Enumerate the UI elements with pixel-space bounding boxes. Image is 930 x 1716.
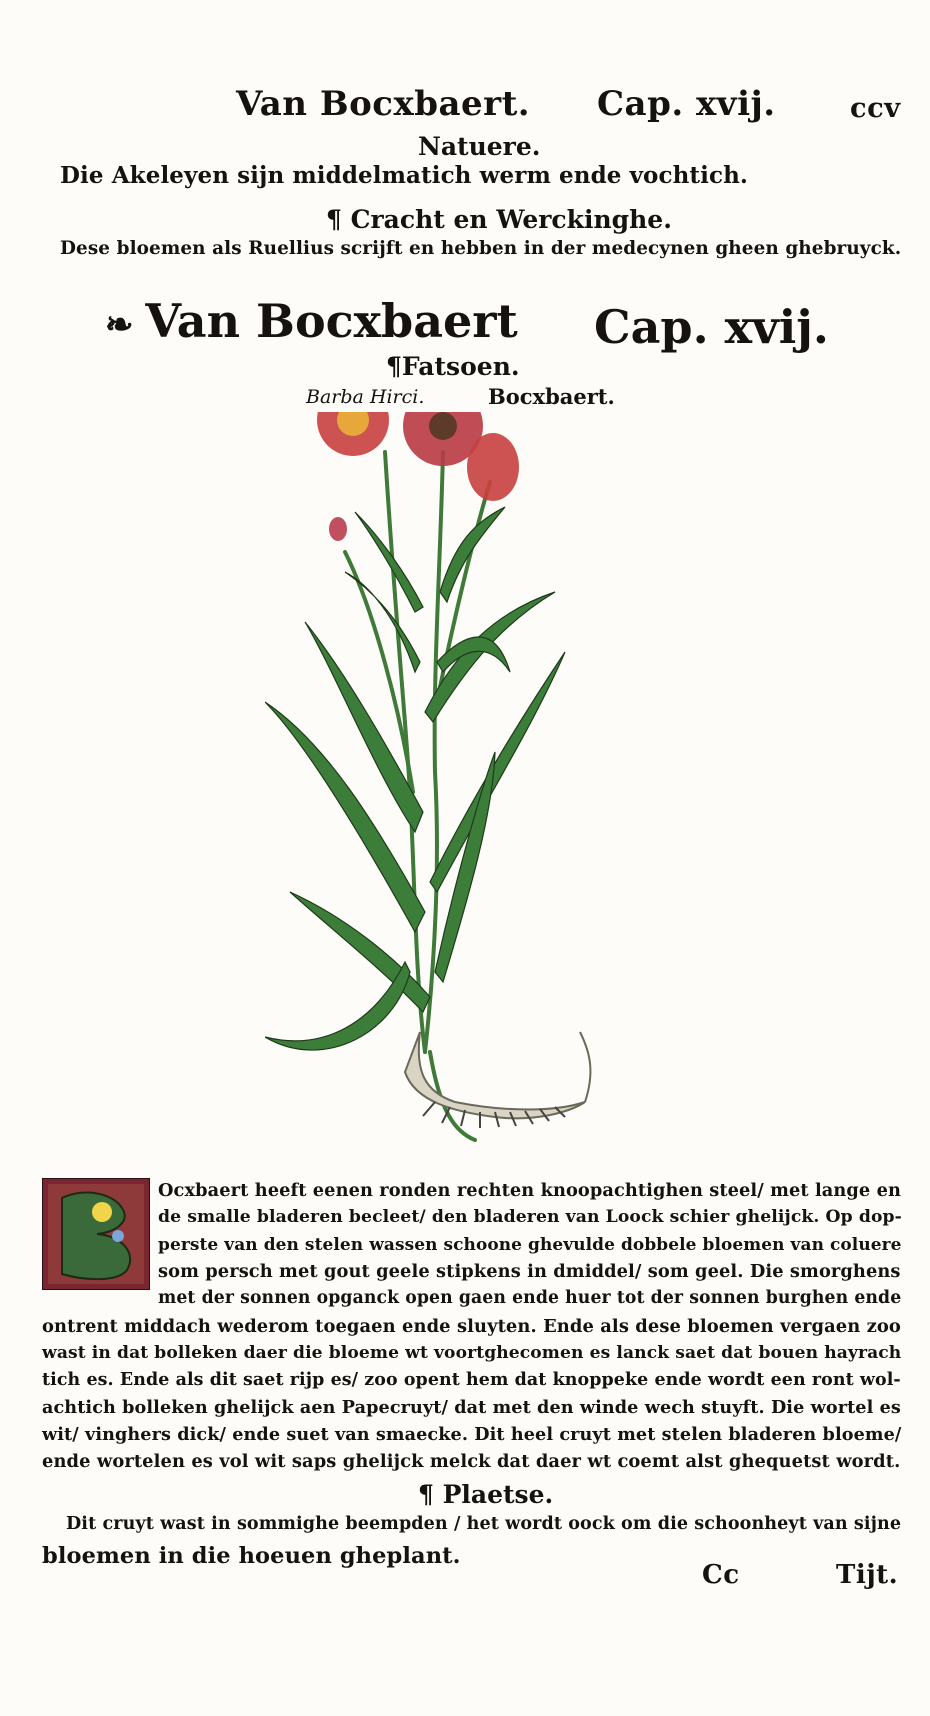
paragraph-mark-icon: ¶ xyxy=(418,1480,443,1509)
shape-heading xyxy=(386,352,520,381)
nature-heading: Natuere. xyxy=(418,132,541,161)
shape-heading-text: Fatsoen. xyxy=(401,352,520,381)
place-line-2: bloemen in die hoeuen gheplant. xyxy=(42,1543,461,1569)
body-line-4: som persch met gout geele stipkens in dmiddel/ som geel. Die smorghens xyxy=(158,1261,901,1282)
body-line-2: de smalle bladeren becleet/ den bladeren van Loock schier ghelijck. Op dop- xyxy=(158,1207,902,1227)
plant-leaves xyxy=(265,507,565,1050)
nature-text: Die Akeleyen sijn middelmatich werm ende vochtich. xyxy=(60,162,749,189)
body-line-8: tich es. Ende als dit saet rijp es/ zoo opent hem dat knoppeke ende wordt een ront wol- xyxy=(42,1370,901,1390)
body-line-5: met der sonnen opganck open gaen ende huer tot der sonnen burghen ende xyxy=(158,1288,902,1308)
powers-text: Dese bloemen als Ruellius scrijft en hebben in der medecynen gheen ghebruyck. xyxy=(60,238,902,259)
body-line-1: Ocxbaert heeft eenen ronden rechten knoopachtighen steel/ met lange en xyxy=(158,1180,901,1201)
chapter-title xyxy=(105,294,518,348)
plant-root xyxy=(405,1032,590,1128)
chapter-number: Cap. xvij. xyxy=(594,300,829,354)
decorated-initial xyxy=(42,1178,150,1290)
body-line-6: ontrent middach wederom toegaen ende sluyten. Ende als dese bloemen vergaen zoo xyxy=(42,1316,901,1337)
catchword: Tijt. xyxy=(836,1560,899,1590)
powers-heading xyxy=(326,205,672,234)
running-head-title: Van Bocxbaert. xyxy=(236,84,531,124)
dutch-name: Bocxbaert. xyxy=(488,384,615,409)
chapter-title-text: Van Bocxbaert xyxy=(145,294,518,348)
signature-mark: Cc xyxy=(702,1560,740,1590)
paragraph-mark-icon: ¶ xyxy=(386,352,402,381)
running-head-chapter: Cap. xvij. xyxy=(597,84,776,124)
folio-number: ccv xyxy=(850,92,901,124)
place-heading xyxy=(418,1480,553,1509)
body-line-11: ende wortelen es vol wit saps ghelijck melck dat daer wt coemt alst ghequetst wordt. xyxy=(42,1451,901,1472)
body-line-10: wit/ vinghers dick/ ende suet van smaecke. Dit heel cruyt met stelen bladeren bloeme/ xyxy=(42,1424,902,1445)
initial-ornament-icon xyxy=(42,1178,150,1290)
body-line-3: perste van den stelen wassen schoone ghevulde dobbele bloemen van coluere xyxy=(158,1234,902,1254)
flower-bud xyxy=(329,517,347,541)
place-line-1: Dit cruyt wast in sommighe beempden / het wordt oock om die schoonheyt van sijne xyxy=(66,1514,902,1534)
paragraph-mark-icon: ¶ xyxy=(326,205,351,234)
place-heading-text: Plaetse. xyxy=(442,1480,554,1509)
powers-heading-text: Cracht en Werckinghe. xyxy=(350,205,672,234)
fleuron-icon: ❧ xyxy=(105,305,146,345)
flower-left xyxy=(317,412,389,456)
flower-right xyxy=(467,433,519,501)
body-line-9: achtich bolleken ghelijck aen Papecruyt/ dat met den winde wech stuyft. Die wortel es xyxy=(42,1397,901,1418)
latin-name: Barba Hirci. xyxy=(306,386,425,408)
body-line-7: wast in dat bolleken daer die bloeme wt voortghecomen es lanck saet dat bouen hayrach xyxy=(42,1343,902,1363)
plant-woodcut-illustration xyxy=(265,412,645,1172)
